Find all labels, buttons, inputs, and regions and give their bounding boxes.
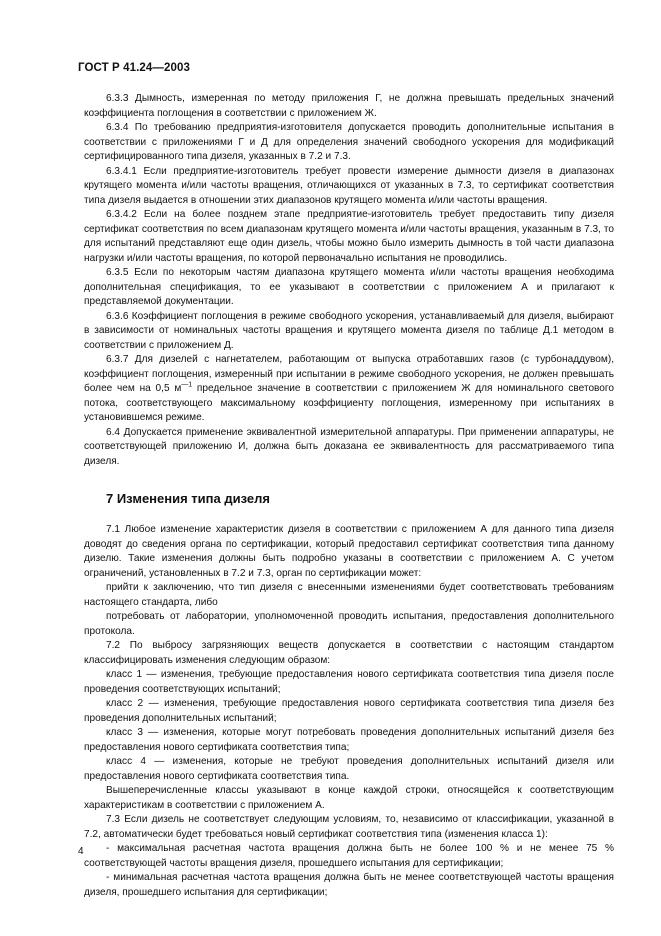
condition-min-speed: - минимальная расчетная частота вращения должна быть не менее соответствующей частоты вращения дизеля, прошедшего испытания для сертификации; bbox=[84, 872, 614, 898]
paragraph-6-4: 6.4 Допускается применение эквивалентной измерительной аппаратуры. При применении аппаратуры, не соответствующей приложению И, должна быть доказана ее эквивалентность для рассматриваемого типа дизеля. bbox=[84, 426, 614, 467]
section-title: 7 Изменения типа дизеля bbox=[106, 491, 270, 506]
class-1-item: класс 1 — изменения, требующие предоставления нового сертификата соответствия типа дизеля после проведения соответствующих испытаний; bbox=[84, 669, 614, 695]
paragraph-6-3-4-1: 6.3.4.1 Если предприятие-изготовитель требует провести измерение дымности дизеля в диапазонах крутящего момента и/или частоты вращения, отличающихся от указанных в 7.3, то сертификат соответствия типа дизеля выдается в отношении этих диапазонов крутящего момента и/или частоты вращения. bbox=[84, 165, 614, 206]
paragraph-6-3-5: 6.3.5 Если по некоторым частям диапазона крутящего момента и/или частоты вращения необходима дополнительная спецификация, то ее указывают в соответствии с приложением А и прилагают к представляемой документации. bbox=[84, 267, 614, 307]
condition-max-speed: - максимальная расчетная частота вращения должна быть не более 100 % и не менее 75 % соответствующей частоты вращения дизеля, прошедшего испытания для сертификации; bbox=[84, 843, 614, 869]
paragraph-6-3-7-part2: предельное значение в соответствии с приложением Ж для номинального светового потока, соответствующего максимальному коэффициенту поглощения, измеренному при испытаниях в установившемся режиме. bbox=[84, 383, 614, 423]
paragraph-6-3-4: 6.3.4 По требованию предприятия-изготовителя допускается проводить дополнительные испытания в соответствии с приложениями Г и Д для определения значений свободного ускорения для модификаций сертифицированного типа дизеля, указанных в 7.2 и 7.3. bbox=[84, 122, 614, 162]
class-4-item: класс 4 — изменения, которые не требуют проведения дополнительных испытаний дизеля или предоставления нового сертификата соответствия типа. bbox=[84, 756, 614, 782]
paragraph-6-3-6: 6.3.6 Коэффициент поглощения в режиме свободного ускорения, устанавливаемый для дизеля, выбирают в зависимости от номинальных частоты вращения и крутящего момента дизеля по таблице Д.1 методом в соответствии с приложением Д. bbox=[84, 310, 614, 351]
document-header: ГОСТ Р 41.24—2003 bbox=[78, 62, 190, 74]
class-3-item: класс 3 — изменения, которые могут потребовать проведения дополнительных испытаний дизеля без предоставления нового сертификата соответствия типа; bbox=[84, 727, 614, 753]
page-body bbox=[84, 92, 614, 900]
paragraph-6-3-3: 6.3.3 Дымность, измеренная по методу приложения Г, не должна превышать предельных значений коэффициента поглощения в соответствии с приложением Ж. bbox=[84, 93, 614, 119]
paragraph-6-3-7 bbox=[84, 353, 614, 426]
page-number: 4 bbox=[78, 846, 84, 857]
paragraph-7-1: 7.1 Любое изменение характеристик дизеля в соответствии с приложением А для данного типа дизеля доводят до сведения органа по сертификации, который предоставил сертификат соответствия типа данному дизелю. Такие изменения должны быть подробно указаны в соответствии с приложением А. С учетом ограничений, установленных в 7.2 и 7.3, орган по сертификации может: bbox=[84, 524, 614, 579]
paragraph-7-2: 7.2 По выбросу загрязняющих веществ допускается в соответствии с настоящим стандартом классифицировать изменения следующим образом: bbox=[84, 640, 614, 666]
paragraph-6-3-4-2: 6.3.4.2 Если на более позднем этапе предприятие-изготовитель требует предоставить типу дизеля сертификат соответствия по всем диапазонам крутящего момента и/или частоты вращения, указанным в 7.3, то для испытаний представляют еще один дизель, чтобы можно было измерить дымность в той части диапазона нагрузки и/или частоты вращения, по которой первоначально испытания не проводились. bbox=[84, 209, 614, 264]
option-request-protocol: потребовать от лаборатории, уполномоченной проводить испытания, предоставления дополнительного протокола. bbox=[84, 611, 614, 637]
paragraph-6-3-7-part1: 6.3.7 Для дизелей с нагнетателем, работающим от выпуска отработавших газов (с турбонаддувом), коэффициент поглощения, измеренный при испытании в режиме свободного ускорения, не должен превышать более чем на 0,5 м bbox=[84, 354, 614, 394]
class-2-item: класс 2 — изменения, требующие предоставления нового сертификата соответствия типа дизеля без проведения дополнительных испытаний; bbox=[84, 698, 614, 724]
unit-exponent: —1 bbox=[181, 381, 193, 389]
paragraph-7-3: 7.3 Если дизель не соответствует следующим условиям, то, независимо от классификации, указанной в 7.2, автоматически будет требоваться новый сертификат соответствия типа (изменения класса 1): bbox=[84, 814, 614, 840]
option-conclusion: прийти к заключению, что тип дизеля с внесенными изменениями будет соответствовать требованиям настоящего стандарта, либо bbox=[84, 582, 614, 608]
classes-note: Вышеперечисленные классы указывают в конце каждой строки, относящейся к соответствующим характеристикам в соответствии с приложением А. bbox=[84, 785, 614, 811]
